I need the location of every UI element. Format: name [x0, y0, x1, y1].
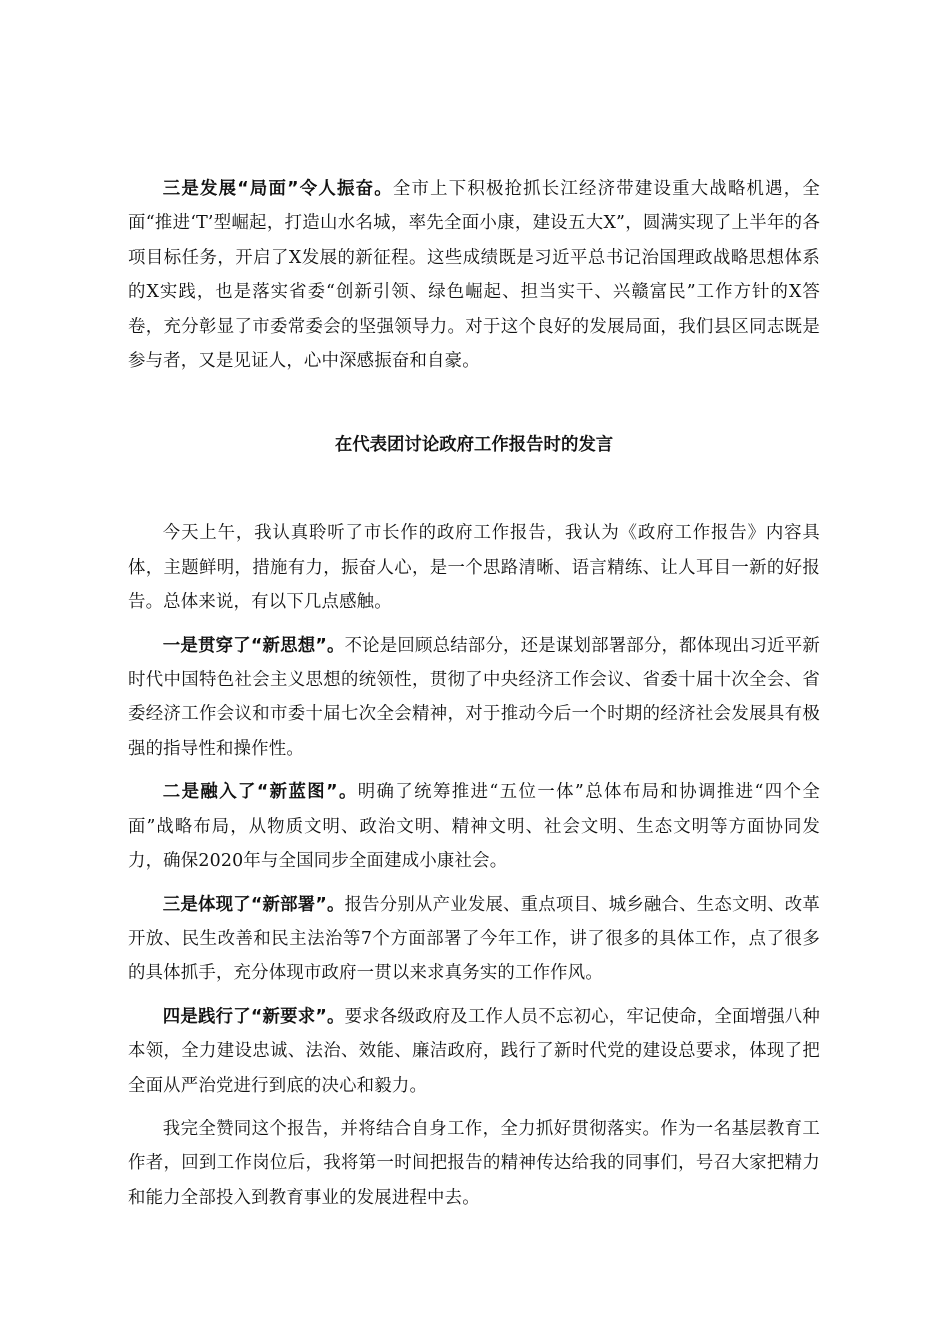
paragraph-body: 报告分别从产业发展、重点项目、城乡融合、生态文明、改革开放、民生改善和民主法治等7个方面部署了今年工作，讲了很多的具体工作，点了很多的具体抓手，充分体现市政府一贯以来求真务实的工作作风。	[128, 894, 820, 984]
document-title: 在代表团讨论政府工作报告时的发言	[334, 435, 614, 456]
paragraph-lead: 三是发展“局面”令人振奋。	[162, 179, 393, 199]
paragraph-point-3	[128, 888, 820, 991]
document-page	[128, 172, 820, 1215]
paragraph-point-1	[128, 629, 820, 767]
paragraph-lead: 二是融入了“新蓝图”。	[162, 782, 358, 803]
paragraph-intro: 今天上午，我认真聆听了市长作的政府工作报告，我认为《政府工作报告》内容具体，主题鲜明，措施有力，振奋人心，是一个思路清晰、语言精练、让人耳目一新的好报告。总体来说，有以下几点感触。	[128, 523, 820, 613]
paragraph-point-2	[128, 775, 820, 878]
paragraph-lead: 四是践行了“新要求”。	[162, 1006, 345, 1027]
paragraph-body: 明确了统筹推进“五位一体”总体布局和协调推进“四个全面”战略布局，从物质文明、政治文明、精神文明、社会文明、生态文明等方面协同发力，确保2020年与全国同步全面建成小康社会。	[128, 782, 821, 872]
paragraph-lead: 三是体现了“新部署”。	[162, 894, 345, 915]
paragraph-body: 要求各级政府及工作人员不忘初心，牢记使命，全面增强八种本领，全力建设忠诚、法治、效能、廉洁政府，践行了新时代党的建设总要求，体现了把全面从严治党进行到底的决心和毅力。	[128, 1006, 820, 1096]
title-block	[128, 428, 820, 462]
paragraph-point-4	[128, 1000, 820, 1103]
paragraph-lead: 一是贯穿了“新思想”。	[162, 635, 345, 656]
paragraph-development-situation	[128, 172, 820, 378]
paragraph-body: 全市上下积极抢抓长江经济带建设重大战略机遇，全面“推进‘T’型崛起，打造山水名城，率先全面小康，建设五大X”，圆满实现了上半年的各项目标任务，开启了X发展的新征程。这些成绩既是习近平总书记治国理政战略思想体系的X实践，也是落实省委“创新引领、绿色崛起、担当实干、兴赣富民”工作方针的X答卷，充分彰显了市委常委会的坚强领导力。对于这个良好的发展局面，我们县区同志既是参与者，又是见证人，心中深感振奋和自豪。	[128, 179, 820, 372]
paragraph-body: 不论是回顾总结部分，还是谋划部署部分，都体现出习近平新时代中国特色社会主义思想的统领性，贯彻了中央经济工作会议、省委十届十次全会、省委经济工作会议和市委十届七次全会精神，对于推动今后一个时期的经济社会发展具有极强的指导性和操作性。	[128, 635, 820, 759]
paragraph-closing: 我完全赞同这个报告，并将结合自身工作，全力抓好贯彻落实。作为一名基层教育工作者，回到工作岗位后，我将第一时间把报告的精神传达给我的同事们，号召大家把精力和能力全部投入到教育事业的发展进程中去。	[128, 1118, 820, 1208]
